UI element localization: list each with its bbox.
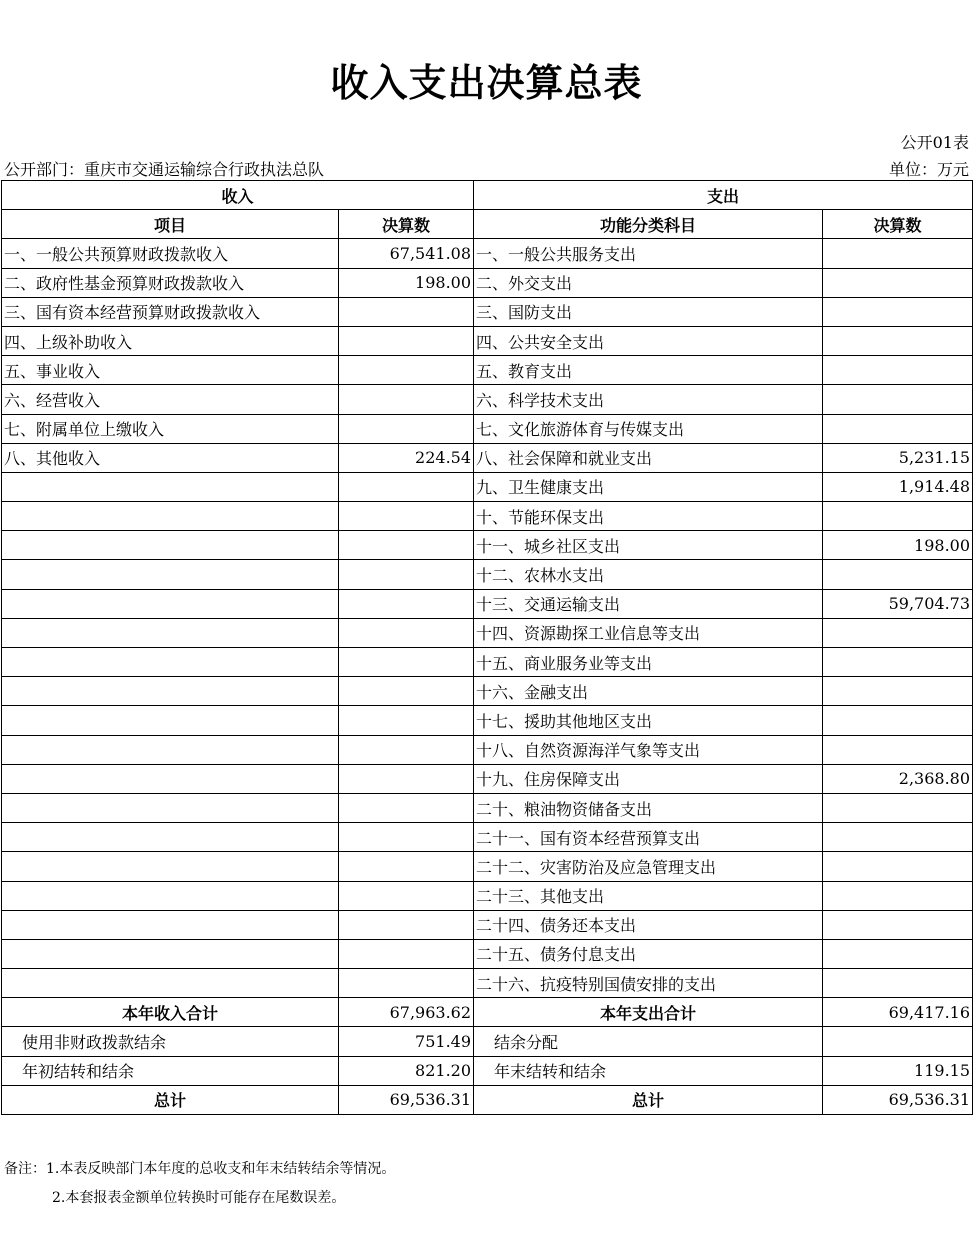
- expense-amount-cell: [823, 677, 973, 706]
- expense-item-cell: 十五、商业服务业等支出: [474, 648, 823, 677]
- expense-item-cell: 十八、自然资源海洋气象等支出: [474, 735, 823, 764]
- expense-amount-cell: [823, 910, 973, 939]
- income-amount-cell: [339, 356, 474, 385]
- expense-item-cell: 五、教育支出: [474, 356, 823, 385]
- expense-item-cell: 二十三、其他支出: [474, 881, 823, 910]
- expense-amount-cell: [823, 297, 973, 326]
- income-amount-cell: [339, 560, 474, 589]
- nonfiscal-label: 使用非财政拨款结余: [2, 1027, 339, 1056]
- income-item-cell: [2, 618, 339, 647]
- expense-amount-cell: [823, 823, 973, 852]
- expense-item-cell: 一、一般公共服务支出: [474, 239, 823, 268]
- expense-amount-cell: [823, 735, 973, 764]
- begin-balance-label: 年初结转和结余: [2, 1056, 339, 1085]
- income-item-cell: [2, 589, 339, 618]
- table-row: [2, 677, 973, 706]
- income-item-cell: 三、国有资本经营预算财政拨款收入: [2, 297, 339, 326]
- expense-amount-cell: [823, 560, 973, 589]
- group-header-row: [2, 181, 973, 210]
- table-row: [2, 268, 973, 297]
- end-balance-label: 年末结转和结余: [474, 1056, 823, 1085]
- expense-amount-cell: [823, 385, 973, 414]
- expense-item-cell: 二十二、灾害防治及应急管理支出: [474, 852, 823, 881]
- grand-total-label-left: 总计: [2, 1085, 339, 1114]
- expense-item-cell: 十九、住房保障支出: [474, 764, 823, 793]
- expense-amount-cell: [823, 969, 973, 998]
- grand-total-value-left: 69,536.31: [339, 1085, 474, 1114]
- table-row: [2, 735, 973, 764]
- expense-item-cell: 十六、金融支出: [474, 677, 823, 706]
- income-item-cell: [2, 852, 339, 881]
- expense-item-cell: 十三、交通运输支出: [474, 589, 823, 618]
- department-label: 公开部门：重庆市交通运输综合行政执法总队: [4, 160, 325, 179]
- expense-amount-cell: 198.00: [823, 531, 973, 560]
- income-amount-cell: 198.00: [339, 268, 474, 297]
- expense-group-header: 支出: [474, 181, 973, 210]
- income-item-cell: [2, 502, 339, 531]
- income-amount-cell: [339, 297, 474, 326]
- expense-item-cell: 十二、农林水支出: [474, 560, 823, 589]
- income-amount-cell: [339, 706, 474, 735]
- func-class-header: 功能分类科目: [474, 210, 823, 239]
- expense-amount-cell: [823, 356, 973, 385]
- annual-total-row: [2, 998, 973, 1027]
- expense-item-cell: 十一、城乡社区支出: [474, 531, 823, 560]
- expense-amount-cell: [823, 618, 973, 647]
- expense-total-value: 69,417.16: [823, 998, 973, 1027]
- form-number: 公开01表: [900, 133, 969, 152]
- expense-item-cell: 八、社会保障和就业支出: [474, 443, 823, 472]
- income-amount-cell: [339, 764, 474, 793]
- expense-item-cell: 二十六、抗疫特别国债安排的支出: [474, 969, 823, 998]
- table-row: [2, 443, 973, 472]
- income-amount-cell: [339, 414, 474, 443]
- income-amount-cell: [339, 852, 474, 881]
- expense-amount-cell: [823, 502, 973, 531]
- item-header: 项目: [2, 210, 339, 239]
- income-item-cell: [2, 560, 339, 589]
- income-item-cell: [2, 969, 339, 998]
- expense-amount-header: 决算数: [823, 210, 973, 239]
- note-2: 2.本套报表金额单位转换时可能存在尾数误差。: [52, 1190, 346, 1206]
- expense-total-label: 本年支出合计: [474, 998, 823, 1027]
- table-row: [2, 239, 973, 268]
- nonfiscal-value: 751.49: [339, 1027, 474, 1056]
- income-item-cell: [2, 735, 339, 764]
- income-item-cell: [2, 531, 339, 560]
- table-row: [2, 414, 973, 443]
- expense-amount-cell: 1,914.48: [823, 472, 973, 501]
- expense-amount-cell: [823, 326, 973, 355]
- income-amount-header: 决算数: [339, 210, 474, 239]
- table-row: [2, 472, 973, 501]
- table-row: [2, 823, 973, 852]
- income-item-cell: 一、一般公共预算财政拨款收入: [2, 239, 339, 268]
- expense-item-cell: 四、公共安全支出: [474, 326, 823, 355]
- table-row: [2, 531, 973, 560]
- table-row: [2, 969, 973, 998]
- grand-total-value-right: 69,536.31: [823, 1085, 973, 1114]
- expense-item-cell: 十四、资源勘探工业信息等支出: [474, 618, 823, 647]
- table-row: [2, 356, 973, 385]
- carryover-row: [2, 1056, 973, 1085]
- expense-item-cell: 二十一、国有资本经营预算支出: [474, 823, 823, 852]
- income-item-cell: [2, 881, 339, 910]
- income-amount-cell: [339, 939, 474, 968]
- expense-amount-cell: [823, 648, 973, 677]
- income-item-cell: [2, 939, 339, 968]
- begin-balance-value: 821.20: [339, 1056, 474, 1085]
- income-item-cell: [2, 910, 339, 939]
- income-item-cell: [2, 793, 339, 822]
- note-1: 备注：1.本表反映部门本年度的总收支和年末结转结余等情况。: [4, 1161, 396, 1177]
- unit-label: 单位：万元: [888, 160, 969, 179]
- income-amount-cell: [339, 793, 474, 822]
- table-row: [2, 939, 973, 968]
- income-item-cell: [2, 677, 339, 706]
- expense-amount-cell: [823, 239, 973, 268]
- income-item-cell: 二、政府性基金预算财政拨款收入: [2, 268, 339, 297]
- income-amount-cell: [339, 589, 474, 618]
- budget-table: [1, 180, 973, 1115]
- expense-item-cell: 二十四、债务还本支出: [474, 910, 823, 939]
- expense-item-cell: 二十五、债务付息支出: [474, 939, 823, 968]
- expense-item-cell: 二十、粮油物资储备支出: [474, 793, 823, 822]
- income-amount-cell: [339, 326, 474, 355]
- table-row: [2, 502, 973, 531]
- income-item-cell: 八、其他收入: [2, 443, 339, 472]
- income-amount-cell: 224.54: [339, 443, 474, 472]
- income-amount-cell: [339, 677, 474, 706]
- income-item-cell: 五、事业收入: [2, 356, 339, 385]
- grand-total-row: [2, 1085, 973, 1114]
- expense-amount-cell: [823, 852, 973, 881]
- table-row: [2, 706, 973, 735]
- income-item-cell: [2, 764, 339, 793]
- grand-total-label-right: 总计: [474, 1085, 823, 1114]
- page-title: 收入支出决算总表: [330, 61, 643, 105]
- income-total-value: 67,963.62: [339, 998, 474, 1027]
- expense-item-cell: 二、外交支出: [474, 268, 823, 297]
- income-item-cell: [2, 706, 339, 735]
- expense-amount-cell: 5,231.15: [823, 443, 973, 472]
- table-row: [2, 910, 973, 939]
- expense-amount-cell: [823, 881, 973, 910]
- income-item-cell: [2, 823, 339, 852]
- income-amount-cell: [339, 618, 474, 647]
- table-row: [2, 326, 973, 355]
- table-row: [2, 618, 973, 647]
- table-row: [2, 881, 973, 910]
- table-row: [2, 385, 973, 414]
- nonfiscal-row: [2, 1027, 973, 1056]
- table-row: [2, 852, 973, 881]
- end-balance-value: 119.15: [823, 1056, 973, 1085]
- income-amount-cell: [339, 472, 474, 501]
- expense-item-cell: 十、节能环保支出: [474, 502, 823, 531]
- expense-item-cell: 六、科学技术支出: [474, 385, 823, 414]
- income-item-cell: [2, 648, 339, 677]
- expense-amount-cell: [823, 268, 973, 297]
- income-item-cell: 六、经营收入: [2, 385, 339, 414]
- expense-amount-cell: 2,368.80: [823, 764, 973, 793]
- income-amount-cell: [339, 969, 474, 998]
- notes: [4, 1155, 395, 1213]
- table-row: [2, 589, 973, 618]
- distribution-value: [823, 1027, 973, 1056]
- income-item-cell: [2, 472, 339, 501]
- income-amount-cell: [339, 502, 474, 531]
- table-row: [2, 764, 973, 793]
- expense-amount-cell: 59,704.73: [823, 589, 973, 618]
- income-amount-cell: [339, 531, 474, 560]
- income-amount-cell: [339, 823, 474, 852]
- expense-item-cell: 九、卫生健康支出: [474, 472, 823, 501]
- income-amount-cell: [339, 910, 474, 939]
- table-row: [2, 297, 973, 326]
- income-total-label: 本年收入合计: [2, 998, 339, 1027]
- income-item-cell: 七、附属单位上缴收入: [2, 414, 339, 443]
- income-amount-cell: [339, 881, 474, 910]
- income-amount-cell: 67,541.08: [339, 239, 474, 268]
- expense-amount-cell: [823, 939, 973, 968]
- table-row: [2, 648, 973, 677]
- income-group-header: 收入: [2, 181, 474, 210]
- distribution-label: 结余分配: [474, 1027, 823, 1056]
- table-row: [2, 793, 973, 822]
- expense-amount-cell: [823, 706, 973, 735]
- table-row: [2, 560, 973, 589]
- expense-item-cell: 十七、援助其他地区支出: [474, 706, 823, 735]
- column-header-row: [2, 210, 973, 239]
- income-amount-cell: [339, 385, 474, 414]
- expense-amount-cell: [823, 793, 973, 822]
- expense-item-cell: 三、国防支出: [474, 297, 823, 326]
- expense-amount-cell: [823, 414, 973, 443]
- expense-item-cell: 七、文化旅游体育与传媒支出: [474, 414, 823, 443]
- income-amount-cell: [339, 648, 474, 677]
- income-amount-cell: [339, 735, 474, 764]
- income-item-cell: 四、上级补助收入: [2, 326, 339, 355]
